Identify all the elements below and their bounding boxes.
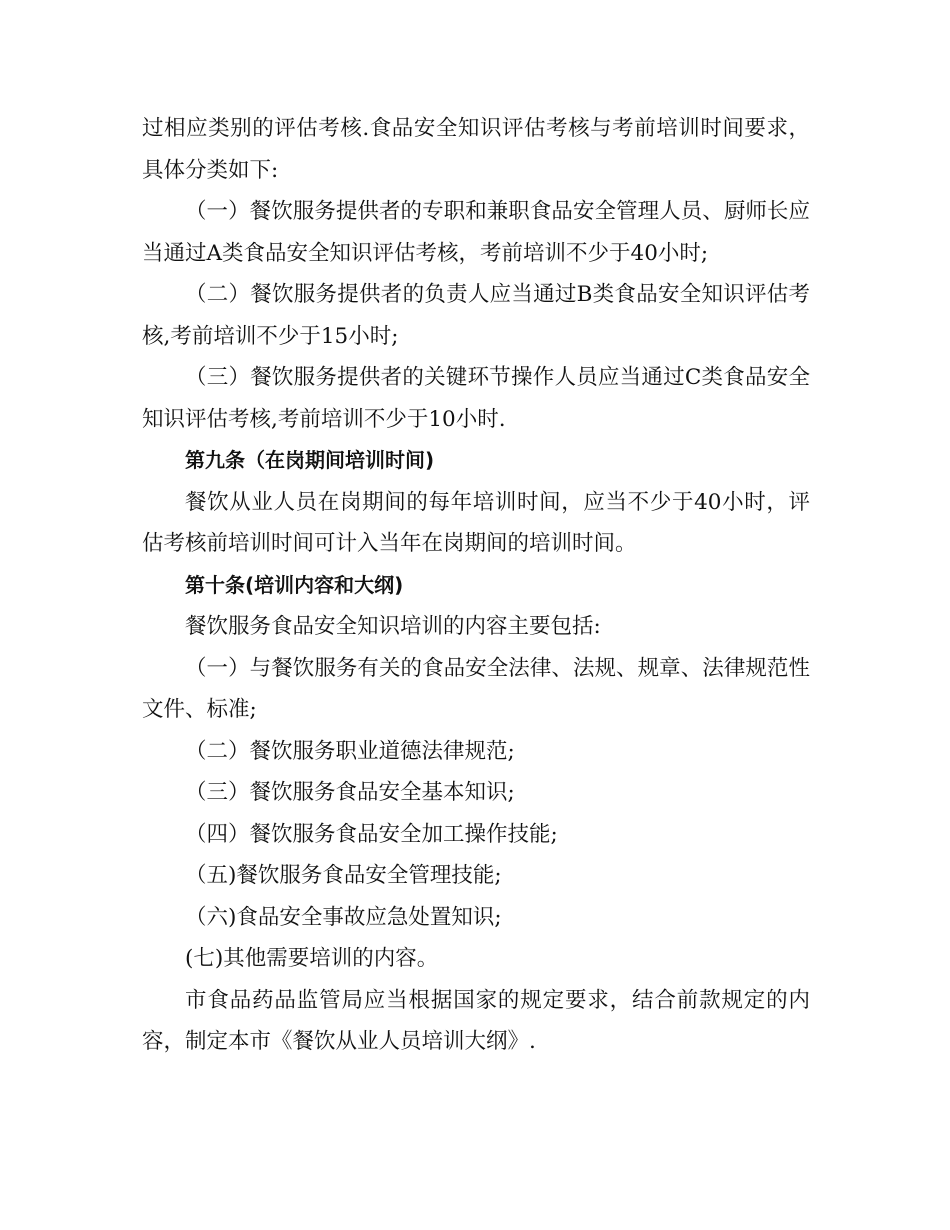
list-item-3: （三）餐饮服务食品安全基本知识; [185,780,515,805]
list-item-7: (七)其他需要培训的内容。 [185,946,439,971]
list-item-1: （一）与餐饮服务有关的食品安全法律、法规、规章、法律规范性文件、标准; [142,655,810,722]
list-item-6: （六)食品安全事故应急处置知识; [185,904,502,930]
paragraph-category-c: （三）餐饮服务提供者的关键环节操作人员应当通过C类食品安全知识评估考核,考前培训不少于10小时. [142,365,810,432]
list-item-2: （二）餐饮服务职业道德法律规范; [185,738,515,764]
article-10-heading: 第十条(培训内容和大纲) [185,572,404,597]
article-9-heading: 第九条（在岗期间培训时间) [185,448,435,472]
paragraph-outline: 市食品药品监管局应当根据国家的规定要求，结合前款规定的内容，制定本市《餐饮从业人员培训大纲》. [142,987,810,1054]
paragraph-article-10-intro: 餐饮服务食品安全知识培训的内容主要包括: [185,614,601,639]
paragraph-category-b: （二）餐饮服务提供者的负责人应当通过B类食品安全知识评估考核,考前培训不少于15小时; [142,282,810,349]
list-item-4: （四）餐饮服务食品安全加工操作技能; [185,821,558,847]
document-page [142,108,810,1063]
list-item-5: （五)餐饮服务食品安全管理技能; [185,863,502,888]
paragraph-category-a: （一）餐饮服务提供者的专职和兼职食品安全管理人员、厨师长应当通过A类食品安全知识评估考核，考前培训不少于40小时; [142,199,810,266]
paragraph-intro: 过相应类别的评估考核.食品安全知识评估考核与考前培训时间要求，具体分类如下: [142,116,810,183]
paragraph-article-9-body: 餐饮从业人员在岗期间的每年培训时间，应当不少于40小时，评估考核前培训时间可计入当年在岗期间的培训时间。 [142,489,810,556]
